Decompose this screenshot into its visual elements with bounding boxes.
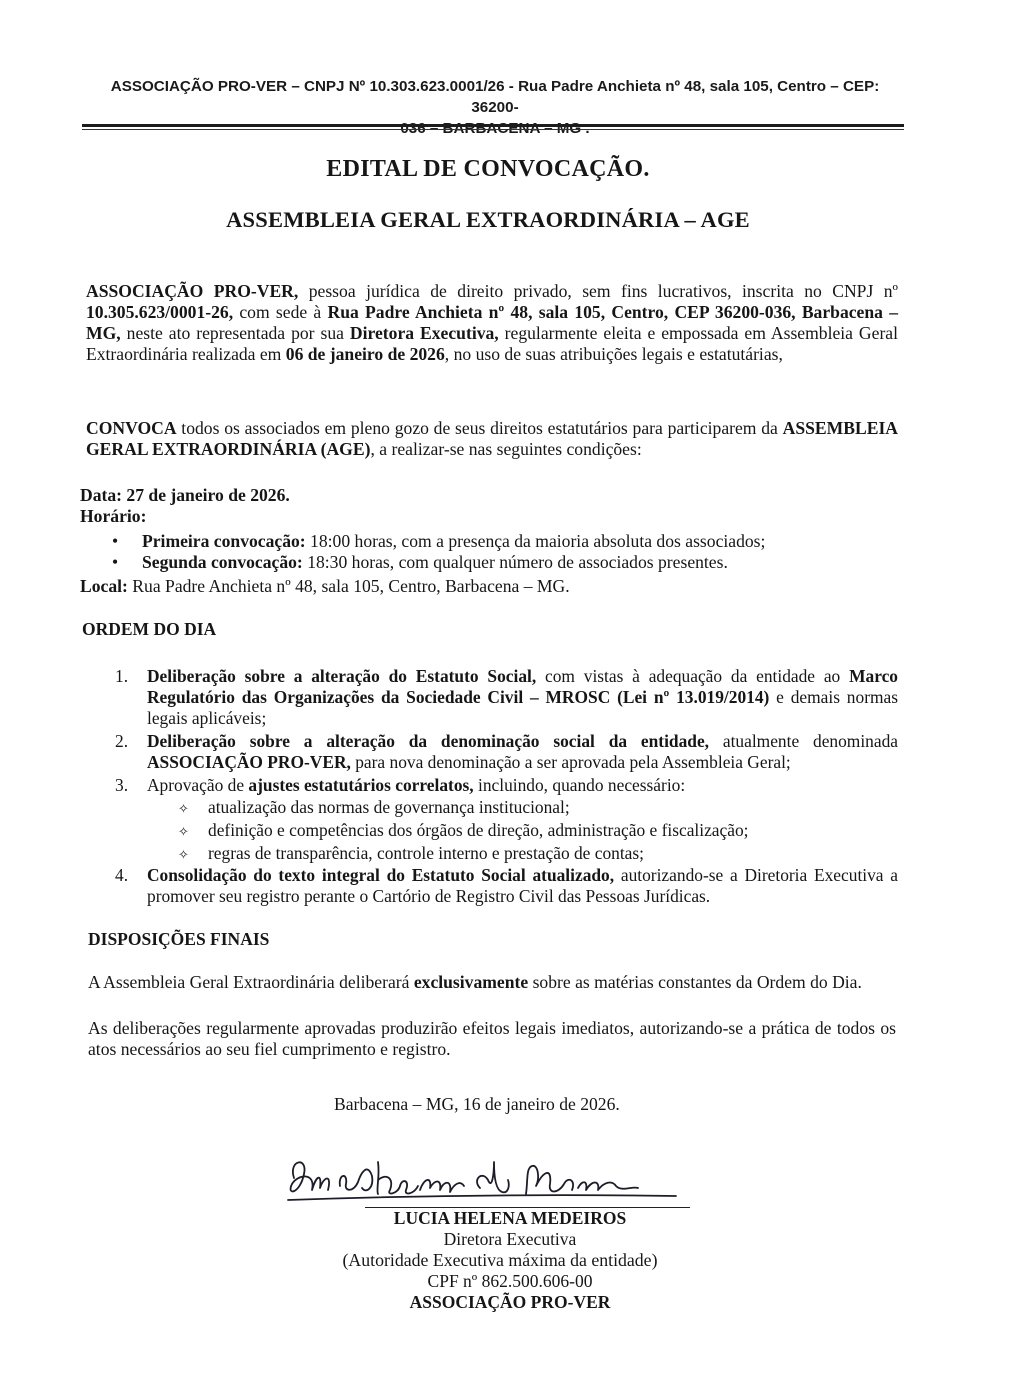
intro-address: Rua Padre Anchieta nº 48, sala 105, Centro, CEP 36200-036, Barbacena – MG, (86, 302, 898, 343)
intro-text-4: regularmente eleita e empossada em Assembleia Geral Extraordinária realizada em (86, 323, 899, 364)
intro-text-2: com sede à (233, 302, 328, 322)
agenda-item-3-text-1: Aprovação de (147, 775, 249, 795)
agenda-item-2-text-1: atualmente denominada (709, 731, 898, 751)
meeting-date: Data: 27 de janeiro de 2026. (80, 485, 290, 505)
document-subtitle: ASSEMBLEIA GERAL EXTRAORDINÁRIA – AGE (226, 207, 750, 232)
handwritten-signature (282, 1150, 682, 1212)
agenda-item-2-bold: Deliberação sobre a alteração da denominação social da entidade, (147, 731, 710, 751)
intro-org-name: ASSOCIAÇÃO PRO-VER, (86, 281, 299, 301)
agenda-sub-item-text: atualização das normas de governança institucional; (208, 797, 570, 817)
second-call-label: Segunda convocação: (142, 552, 303, 572)
first-call-label: Primeira convocação: (142, 531, 306, 551)
signatory-name: LUCIA HELENA MEDEIROS (393, 1208, 627, 1228)
final-p1-bold: exclusivamente (413, 972, 529, 992)
location-label: Local: (80, 576, 128, 596)
first-call-text: 18:00 horas, com a presença da maioria absoluta dos associados; (305, 531, 766, 551)
meeting-time-label: Horário: (80, 506, 147, 526)
second-call-item (112, 552, 728, 573)
intro-text-1: pessoa jurídica de direito privado, sem fins lucrativos, inscrita no CNPJ nº (298, 281, 898, 301)
agenda-item-4-text-1: autorizando-se a Diretoria Executiva a promover seu registro perante o Cartório de Registro Civil das Pessoas Jurídicas. (147, 865, 898, 906)
final-paragraph-2: As deliberações regularmente aprovadas produzirão efeitos legais imediatos, autorizando-se a prática de todos os atos necessários ao seu fiel cumprimento e registro. (88, 1018, 896, 1059)
bullet-icon: • (112, 531, 119, 551)
intro-text-5: , no uso de suas atribuições legais e estatutárias, (444, 344, 783, 364)
agenda-item-number: 1. (115, 666, 129, 686)
final-provisions-heading: DISPOSIÇÕES FINAIS (88, 929, 270, 949)
place-and-date: Barbacena – MG, 16 de janeiro de 2026. (334, 1094, 620, 1114)
letterhead-line-1: ASSOCIAÇÃO PRO-VER – CNPJ Nº 10.303.623.0001/26 - Rua Padre Anchieta nº 48, sala 105, Centro – CEP: 36200- (110, 78, 880, 116)
intro-election-date: 06 de janeiro de 2026 (285, 344, 445, 364)
final-paragraph-1 (88, 972, 896, 993)
agenda-sub-item (178, 797, 570, 819)
intro-cnpj: 10.305.623/0001-26, (86, 302, 234, 322)
agenda-item-3-text-2: incluindo, quando necessário: (473, 775, 686, 795)
convoca-assembly: ASSEMBLEIA GERAL EXTRAORDINÁRIA (AGE) (86, 418, 898, 459)
agenda-sub-item-text: regras de transparência, controle interno e prestação de contas; (208, 843, 645, 863)
meeting-location (80, 576, 570, 597)
convoca-text-1: todos os associados em pleno gozo de seus direitos estatutários para participarem da (176, 418, 783, 438)
agenda-sub-item (178, 820, 748, 842)
signatory-role: Diretora Executiva (443, 1229, 577, 1249)
signatory-organization: ASSOCIAÇÃO PRO-VER (409, 1292, 611, 1312)
agenda-item-4-bold: Consolidação do texto integral do Estatuto Social atualizado, (147, 865, 615, 885)
intro-text-3: neste ato representada por sua (120, 323, 350, 343)
convoca-verb: CONVOCA (86, 418, 177, 438)
agenda-item-1 (115, 666, 898, 729)
diamond-bullet-icon: ✧ (178, 801, 189, 816)
signatory-cpf: CPF nº 862.500.606-00 (427, 1271, 593, 1291)
agenda-item-1-text-2: e demais normas legais aplicáveis; (147, 687, 898, 728)
agenda-item-1-text-1: com vistas à adequação da entidade ao (536, 666, 850, 686)
agenda-item-2-bold-2: ASSOCIAÇÃO PRO-VER, (147, 752, 351, 772)
agenda-item-1-bold-2: Marco Regulatório das Organizações da Sociedade Civil – MROSC (Lei nº 13.019/2014) (147, 666, 899, 707)
agenda-item-1-bold: Deliberação sobre a alteração do Estatuto Social, (147, 666, 537, 686)
intro-paragraph (86, 281, 898, 365)
intro-role: Diretora Executiva, (349, 323, 499, 343)
agenda-item-2 (115, 731, 898, 773)
header-rule-thin (82, 129, 904, 130)
header-rule-thick (82, 124, 904, 127)
diamond-bullet-icon: ✧ (178, 824, 189, 839)
diamond-bullet-icon: ✧ (178, 847, 189, 862)
agenda-heading: ORDEM DO DIA (82, 619, 217, 639)
agenda-sub-item (178, 843, 644, 865)
agenda-item-number: 2. (115, 731, 129, 751)
second-call-text: 18:30 horas, com qualquer número de associados presentes. (302, 552, 728, 572)
convoca-text-2: , a realizar-se nas seguintes condições: (370, 439, 642, 459)
convoca-paragraph (86, 418, 898, 460)
agenda-item-3-bold: ajustes estatutários correlatos, (248, 775, 474, 795)
agenda-item-3 (115, 775, 898, 796)
first-call-item (112, 531, 765, 552)
agenda-item-number: 3. (115, 775, 129, 795)
final-p1-text-1: A Assembleia Geral Extraordinária deliberará (88, 972, 414, 992)
final-p1-text-2: sobre as matérias constantes da Ordem do Dia. (528, 972, 862, 992)
agenda-item-4 (115, 865, 898, 907)
agenda-sub-item-text: definição e competências dos órgãos de direção, administração e fiscalização; (208, 820, 749, 840)
agenda-item-2-text-2: para nova denominação a ser aprovada pela Assembleia Geral; (350, 752, 791, 772)
document-title: EDITAL DE CONVOCAÇÃO. (326, 156, 650, 182)
signatory-authority: (Autoridade Executiva máxima da entidade) (342, 1250, 658, 1270)
bullet-icon: • (112, 552, 119, 572)
agenda-item-number: 4. (115, 865, 129, 885)
location-text: Rua Padre Anchieta nº 48, sala 105, Centro, Barbacena – MG. (127, 576, 570, 596)
